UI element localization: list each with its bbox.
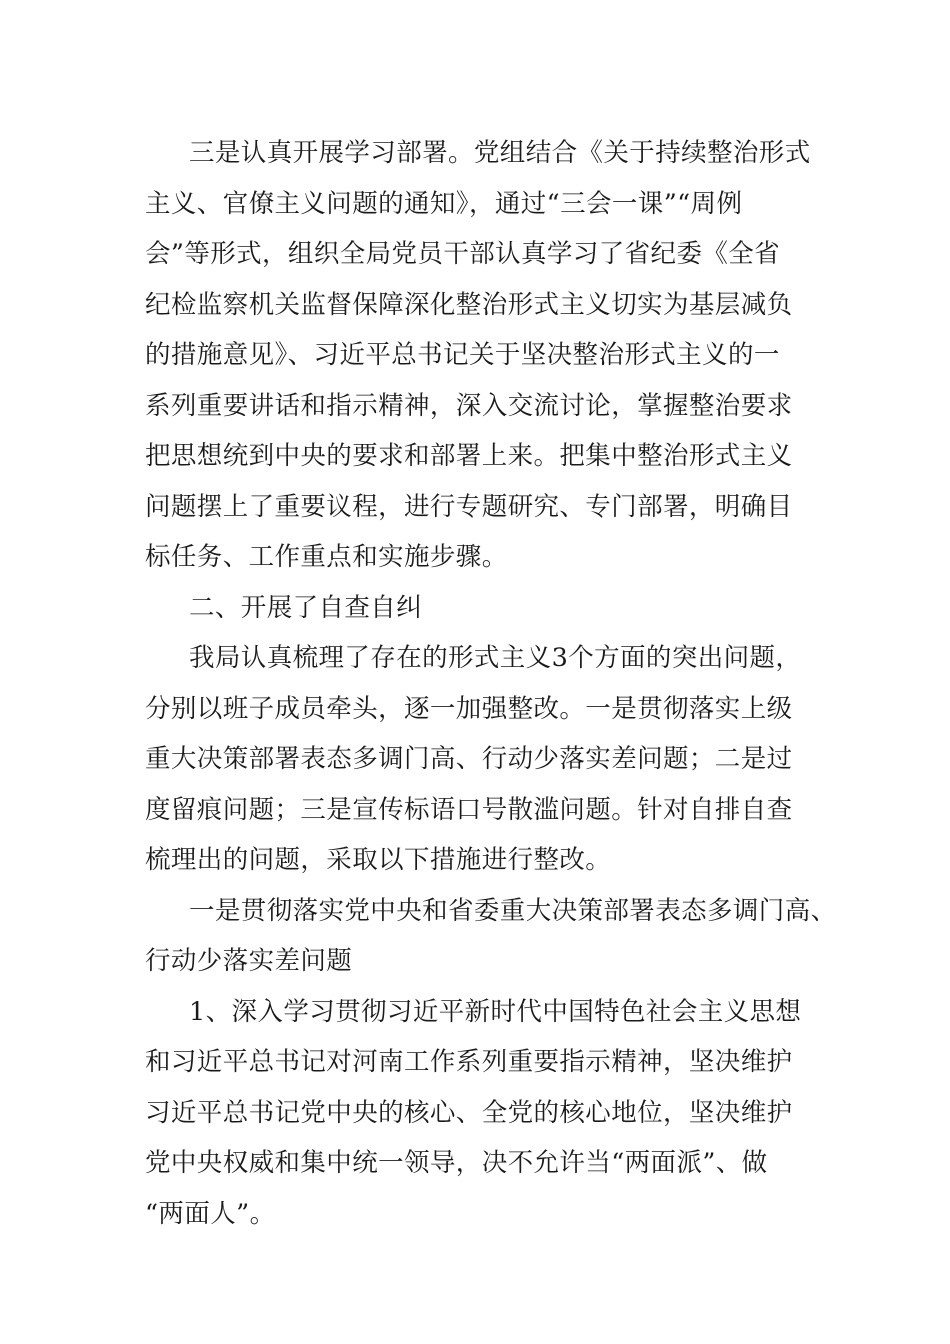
paragraph-line: 一是贯彻落实党中央和省委重大决策部署表态多调门高、 (189, 895, 837, 926)
paragraph-line: 分别以班子成员牵头，逐一加强整改。一是贯彻落实上级 (145, 693, 793, 724)
paragraph-line: 标任务、工作重点和实施步骤。 (145, 542, 508, 572)
section-heading: 二、开展了自查自纠 (189, 592, 423, 623)
paragraph-line: 系列重要讲话和指示精神，深入交流讨论，掌握整治要求 (145, 390, 793, 421)
paragraph-line: 习近平总书记党中央的核心、全党的核心地位，坚决维护 (145, 1097, 793, 1128)
paragraph-line: 问题摆上了重要议程，进行专题研究、专门部署，明确目 (145, 491, 793, 522)
paragraph-line: 我局认真梳理了存在的形式主义3个方面的突出问题， (189, 643, 802, 673)
paragraph-line: 重大决策部署表态多调门高、行动少落实差问题；二是过 (145, 744, 793, 774)
paragraph-line: 会”等形式，组织全局党员干部认真学习了省纪委《全省 (145, 239, 781, 269)
paragraph-line: 纪检监察机关监督保障深化整治形式主义切实为基层减负 (145, 289, 793, 320)
paragraph-line: 把思想统到中央的要求和部署上来。把集中整治形式主义 (145, 441, 793, 471)
body-text (145, 128, 837, 1239)
paragraph-line: 党中央权威和集中统一领导，决不允许当“两面派”、做 (145, 1148, 768, 1178)
paragraph-line: 的措施意见》、习近平总书记关于坚决整治形式主义的一 (145, 340, 780, 370)
paragraph-line: “两面人”。 (145, 1198, 276, 1229)
paragraph-line: 三是认真开展学习部署。党组结合《关于持续整治形式 (189, 138, 811, 168)
paragraph-line: 和习近平总书记对河南工作系列重要指示精神，坚决维护 (145, 1047, 793, 1077)
paragraph-line: 梳理出的问题，采取以下措施进行整改。 (145, 845, 612, 875)
paragraph-line: 度留痕问题；三是宣传标语口号散滥问题。针对自排自查 (145, 794, 793, 825)
paragraph-line: 主义、官僚主义问题的通知》，通过“三会一课”“周例 (145, 188, 743, 219)
paragraph-line: 行动少落实差问题 (145, 946, 353, 976)
paragraph-line: 1、深入学习贯彻习近平新时代中国特色社会主义思想 (189, 996, 802, 1027)
